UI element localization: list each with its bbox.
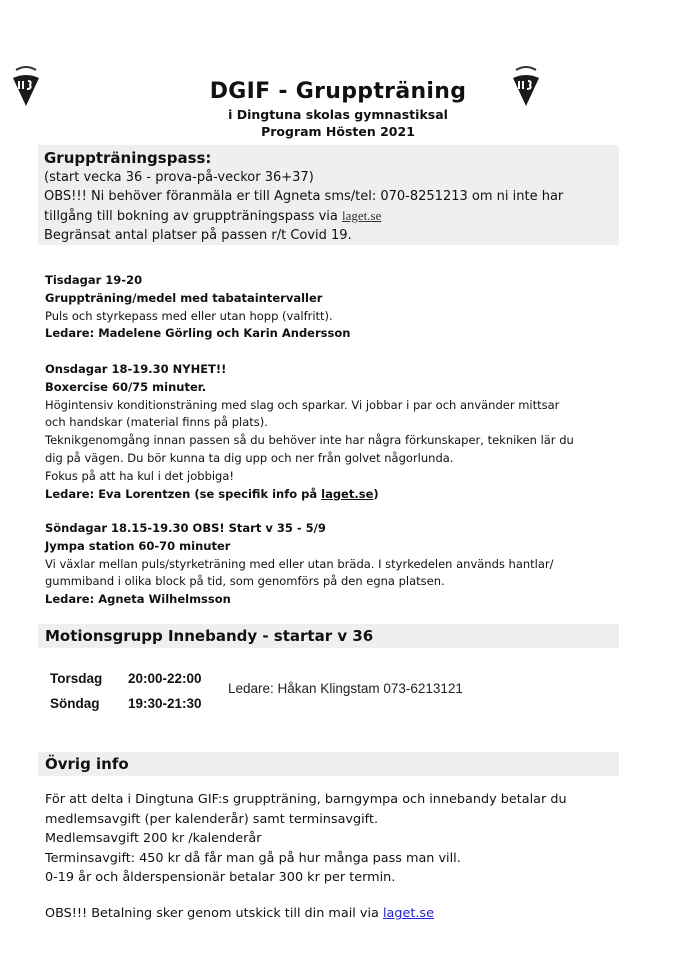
laget-link[interactable]: laget.se <box>321 486 374 501</box>
session-leader <box>45 486 625 504</box>
schedule-day: Torsdag <box>50 671 103 686</box>
schedule-day: Söndag <box>50 696 100 711</box>
other-info-body <box>45 790 625 888</box>
session-when: Tisdagar 19-20 <box>45 273 143 287</box>
schedule-row <box>50 691 228 716</box>
session-description: Fokus på att ha kul i det jobbiga! <box>45 468 235 483</box>
session-description: Vi växlar mellan puls/styrketräning med eller utan bräda. I styrkedelen används hantlar/ <box>45 556 554 571</box>
document-header <box>0 78 676 140</box>
session-description: och handskar (material finns på plats). <box>45 415 268 430</box>
other-info-line: medlemsavgift (per kalenderår) samt terminsavgift. <box>45 811 379 827</box>
laget-link[interactable]: laget.se <box>342 208 382 223</box>
intro-start-info: (start vecka 36 - prova-på-veckor 36+37) <box>44 170 314 185</box>
document-title: DGIF - Gruppträning <box>209 79 467 104</box>
session-leader-text: Ledare: Eva Lorentzen (se specifik info på <box>45 486 322 501</box>
session-name: Boxercise 60/75 minuter. <box>45 379 207 394</box>
session-when: Söndagar 18.15-19.30 OBS! Start v 35 - 5/9 <box>45 521 326 535</box>
other-info-line: Medlemsavgift 200 kr /kalenderår <box>45 831 262 846</box>
session-leader-suffix: ) <box>373 486 379 501</box>
payment-line <box>45 904 625 924</box>
payment-text: OBS!!! Betalning sker genom utskick till din mail via <box>45 906 383 921</box>
intro-booking-notice-cont <box>44 206 619 226</box>
other-info-line: 0-19 år och ålderspensionär betalar 300 kr per termin. <box>45 870 396 885</box>
schedule-time: 20:00-22:00 <box>128 671 202 686</box>
intro-heading: Gruppträningspass: <box>44 149 212 167</box>
intro-booking-text: tillgång till bokning av gruppträningspass via <box>44 209 343 224</box>
document-subtitle-location: i Dingtuna skolas gymnastiksal <box>228 107 448 122</box>
session-description: Puls och styrkepass med eller utan hopp (valfritt). <box>45 308 333 323</box>
session-wednesday <box>45 361 625 503</box>
session-when: Onsdagar 18-19.30 NYHET!! <box>45 362 227 376</box>
session-name: Gruppträning/medel med tabataintervaller <box>45 290 323 305</box>
innebandy-leader: Ledare: Håkan Klingstam 073-6213121 <box>228 681 463 696</box>
session-sunday <box>45 520 625 609</box>
other-info-line: För att delta i Dingtuna GIF:s gruppträning, barngympa och innebandy betalar du <box>45 792 567 807</box>
session-description: Teknikgenomgång innan passen så du behöver inte har några förkunskaper, tekniken lär du <box>45 433 574 448</box>
session-leader: Ledare: Madelene Görling och Karin Andersson <box>45 326 351 341</box>
payment-notice <box>45 904 625 924</box>
session-description: gummiband i olika block på tid, som genomförs på den egna platsen. <box>45 574 445 589</box>
innebandy-schedule <box>50 666 228 716</box>
session-leader: Ledare: Agneta Wilhelmsson <box>45 592 231 607</box>
other-info-line: Terminsavgift: 450 kr då får man gå på hur många pass man vill. <box>45 850 461 866</box>
session-description: dig på vägen. Du bör kunna ta dig upp och ner från golvet någorlunda. <box>45 450 454 465</box>
other-info-heading: Övrig info <box>38 752 619 776</box>
document-subtitle-program: Program Hösten 2021 <box>261 124 415 139</box>
intro-booking-notice: OBS!!! Ni behöver föranmäla er till Agneta sms/tel: 070-8251213 om ni inte har <box>44 189 564 204</box>
session-tuesday <box>45 272 625 343</box>
intro-covid-notice: Begränsat antal platser på passen r/t Covid 19. <box>44 228 352 243</box>
schedule-time: 19:30-21:30 <box>128 696 202 711</box>
schedule-row <box>50 666 228 691</box>
innebandy-heading: Motionsgrupp Innebandy - startar v 36 <box>38 624 619 648</box>
session-description: Högintensiv konditionsträning med slag och sparkar. Vi jobbar i par och använder mittsar <box>45 397 560 412</box>
intro-box <box>38 145 619 245</box>
laget-link[interactable]: laget.se <box>382 906 434 921</box>
session-name: Jympa station 60-70 minuter <box>45 538 231 553</box>
